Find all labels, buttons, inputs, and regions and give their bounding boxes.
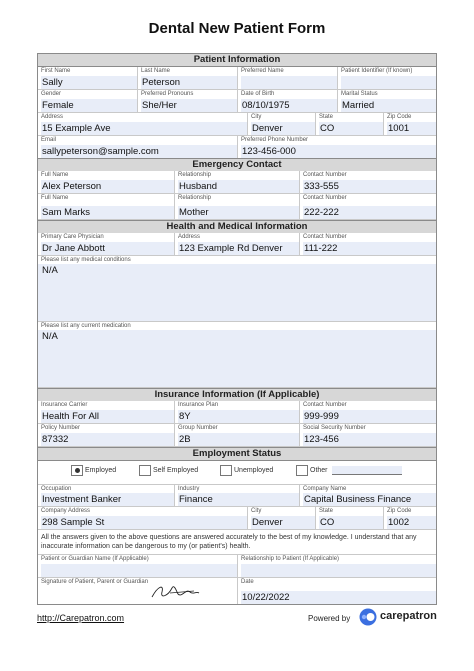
option-employed[interactable] — [71, 465, 116, 476]
last-name-value: Peterson — [141, 76, 237, 89]
date-value: 10/22/2022 — [241, 591, 436, 604]
contact1-name-value: Alex Peterson — [41, 180, 174, 193]
insurance-carrier-field[interactable] — [38, 401, 175, 424]
phone-field[interactable] — [238, 136, 436, 159]
company-city-value: Denver — [251, 516, 315, 529]
policy-number-label: Policy Number — [41, 425, 81, 431]
carepatron-link[interactable]: http://Carepatron.com — [37, 613, 125, 623]
employed-label: Employed — [85, 467, 117, 474]
physician-address-field[interactable] — [175, 233, 300, 256]
group-number-value: 2B — [178, 433, 299, 446]
medical-conditions-label: Please list any medical conditions — [38, 256, 436, 264]
occupation-label: Occupation — [41, 486, 72, 492]
other-text-input[interactable] — [332, 466, 402, 475]
marital-status-value: Married — [341, 99, 436, 112]
contact2-relationship-value: Mother — [178, 206, 299, 219]
zip-label: Zip Code — [387, 114, 412, 120]
contact2-name-value: Sam Marks — [41, 206, 174, 219]
guardian-name-field[interactable] — [38, 554, 238, 578]
section-header-health: Health and Medical Information — [38, 220, 436, 234]
current-medication-field[interactable] — [38, 322, 436, 388]
contact1-number-field[interactable] — [300, 171, 436, 194]
first-name-value: Sally — [41, 76, 137, 89]
physician-contact-value: 111-222 — [303, 242, 436, 255]
industry-label: Industry — [178, 486, 200, 492]
patient-identifier-field[interactable] — [338, 67, 436, 90]
guardian-name-value — [41, 564, 237, 577]
pronouns-label: Preferred Pronouns — [141, 91, 194, 97]
insurance-contact-field[interactable] — [300, 401, 436, 424]
gender-field[interactable] — [38, 90, 138, 113]
marital-status-field[interactable] — [338, 90, 436, 113]
pronouns-field[interactable] — [138, 90, 238, 113]
zip-value: 1001 — [387, 122, 436, 135]
patient-identifier-value — [341, 76, 436, 89]
option-other[interactable] — [296, 465, 402, 476]
preferred-name-value — [241, 76, 337, 89]
first-name-field[interactable] — [38, 67, 138, 90]
contact1-name-field[interactable] — [38, 171, 175, 194]
date-field[interactable] — [238, 578, 436, 604]
company-zip-value: 1002 — [387, 516, 436, 529]
insurance-plan-value: 8Y — [178, 410, 299, 423]
contact2-relationship-label: Relationship — [178, 195, 212, 201]
section-header-emergency: Emergency Contact — [38, 158, 436, 172]
preferred-name-label: Preferred Name — [241, 68, 284, 74]
email-field[interactable] — [38, 136, 238, 159]
phone-value: 123-456-000 — [241, 145, 436, 158]
email-value: sallypeterson@sample.com — [41, 145, 237, 158]
selected-dot-icon — [75, 468, 80, 473]
physician-contact-label: Contact Number — [303, 234, 347, 240]
company-name-label: Company Name — [303, 486, 347, 492]
insurance-contact-label: Contact Number — [303, 402, 347, 408]
contact1-number-value: 333-555 — [303, 180, 436, 193]
city-field[interactable] — [248, 113, 316, 136]
city-label: City — [251, 114, 262, 120]
self-employed-checkbox[interactable] — [139, 465, 151, 476]
contact1-name-label: Full Name — [41, 172, 69, 178]
company-address-value: 298 Sample St — [41, 516, 247, 529]
dob-value: 08/10/1975 — [241, 99, 337, 112]
guardian-name-label: Patient or Guardian Name (If Applicable) — [41, 556, 149, 562]
insurance-carrier-value: Health For All — [41, 410, 174, 423]
city-value: Denver — [251, 122, 315, 135]
address-value: 15 Example Ave — [41, 122, 247, 135]
contact1-relationship-field[interactable] — [175, 171, 300, 194]
ssn-field[interactable] — [300, 424, 436, 447]
current-medication-value: N/A — [42, 331, 58, 342]
section-header-employment: Employment Status — [38, 447, 436, 461]
company-state-value: CO — [319, 516, 383, 529]
company-state-field[interactable] — [316, 507, 384, 530]
contact1-relationship-label: Relationship — [178, 172, 212, 178]
physician-label: Primary Care Physician — [41, 234, 104, 240]
insurance-contact-value: 999-999 — [303, 410, 436, 423]
industry-field[interactable] — [175, 484, 300, 507]
physician-field[interactable] — [38, 233, 175, 256]
contact2-number-label: Contact Number — [303, 195, 347, 201]
gender-label: Gender — [41, 91, 62, 97]
phone-label: Preferred Phone Number — [241, 137, 309, 143]
first-name-label: First Name — [41, 68, 71, 74]
patient-form — [37, 53, 437, 605]
dob-field[interactable] — [238, 90, 338, 113]
company-name-value: Capital Business Finance — [303, 493, 436, 506]
group-number-field[interactable] — [175, 424, 300, 447]
self-employed-label: Self Employed — [153, 467, 199, 474]
physician-value: Dr Jane Abbott — [41, 242, 174, 255]
contact2-number-field[interactable] — [300, 194, 436, 220]
company-zip-label: Zip Code — [387, 508, 412, 514]
company-state-label: State — [319, 508, 334, 514]
option-unemployed[interactable] — [220, 465, 273, 476]
declaration-text: All the answers given to the above questions are answered accurately to the best of my knowledge. I understand that any inaccurate information can be dangerous to my (or patient's) health. — [41, 534, 417, 550]
address-label: Address — [41, 114, 64, 120]
insurance-plan-field[interactable] — [175, 401, 300, 424]
contact1-number-label: Contact Number — [303, 172, 347, 178]
medical-conditions-field[interactable] — [38, 256, 436, 322]
policy-number-value: 87332 — [41, 433, 174, 446]
company-zip-field[interactable] — [384, 507, 436, 530]
company-name-field[interactable] — [300, 484, 436, 507]
occupation-value: Investment Banker — [41, 493, 174, 506]
occupation-field[interactable] — [38, 484, 175, 507]
patient-identifier-label: Patient Identifier (If known) — [341, 68, 413, 74]
relationship-to-patient-label: Relationship to Patient (If Applicable) — [241, 556, 340, 562]
section-header-patient: Patient Information — [38, 54, 436, 67]
contact2-name-label: Full Name — [41, 195, 69, 201]
employed-radio[interactable] — [71, 465, 83, 476]
unemployed-label: Unemployed — [234, 467, 274, 474]
industry-value: Finance — [178, 493, 299, 506]
signature-field[interactable] — [38, 578, 238, 604]
physician-address-value: 123 Example Rd Denver — [178, 242, 299, 255]
contact2-name-field[interactable] — [38, 194, 175, 220]
signature-scribble — [148, 582, 203, 602]
state-field[interactable] — [316, 113, 384, 136]
marital-status-label: Marital Status — [341, 91, 378, 97]
company-address-label: Company Address — [41, 508, 91, 514]
email-label: Email — [41, 137, 57, 143]
preferred-name-field[interactable] — [238, 67, 338, 90]
contact1-relationship-value: Husband — [178, 180, 299, 193]
unemployed-checkbox[interactable] — [220, 465, 232, 476]
zip-field[interactable] — [384, 113, 436, 136]
group-number-label: Group Number — [178, 425, 218, 431]
current-medication-label: Please list any current medication — [38, 322, 436, 330]
company-address-field[interactable] — [38, 507, 248, 530]
dob-label: Date of Birth — [241, 91, 275, 97]
relationship-to-patient-value — [241, 564, 436, 577]
contact2-relationship-field[interactable] — [175, 194, 300, 220]
other-label: Other — [310, 467, 328, 474]
ssn-label: Social Security Number — [303, 425, 366, 431]
last-name-field[interactable] — [138, 67, 238, 90]
gender-value: Female — [41, 99, 137, 112]
signature-label: Signature of Patient, Parent or Guardian — [41, 579, 149, 585]
insurance-plan-label: Insurance Plan — [178, 402, 219, 408]
date-label: Date — [241, 579, 254, 585]
address-field[interactable] — [38, 113, 248, 136]
other-checkbox[interactable] — [296, 465, 308, 476]
option-self-employed[interactable] — [139, 465, 198, 476]
contact2-number-value: 222-222 — [303, 206, 436, 219]
form-title: Dental New Patient Form — [148, 20, 326, 37]
insurance-carrier-label: Insurance Carrier — [41, 402, 88, 408]
physician-contact-field[interactable] — [300, 233, 436, 256]
policy-number-field[interactable] — [38, 424, 175, 447]
relationship-to-patient-field[interactable] — [238, 554, 436, 578]
last-name-label: Last Name — [141, 68, 171, 74]
state-label: State — [319, 114, 334, 120]
state-value: CO — [319, 122, 383, 135]
pronouns-value: She/Her — [141, 99, 237, 112]
physician-address-label: Address — [178, 234, 201, 240]
powered-by-text: Powered by — [308, 614, 351, 623]
section-header-insurance: Insurance Information (If Applicable) — [38, 388, 436, 402]
carepatron-logo-icon — [359, 608, 377, 626]
ssn-value: 123-456 — [303, 433, 436, 446]
carepatron-brand-name: carepatron — [380, 610, 437, 622]
medical-conditions-value: N/A — [42, 265, 58, 276]
company-city-label: City — [251, 508, 262, 514]
company-city-field[interactable] — [248, 507, 316, 530]
